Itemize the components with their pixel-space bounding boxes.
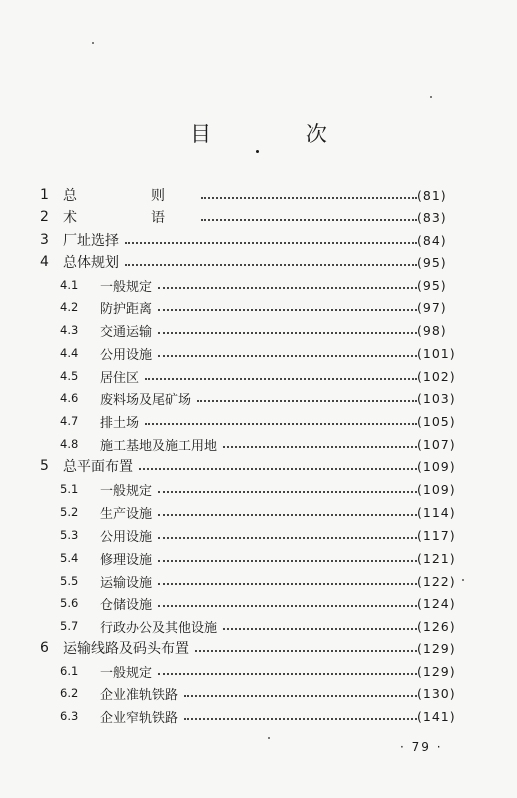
toc-page: (105) xyxy=(417,413,456,429)
toc-page: (102) xyxy=(417,368,456,384)
toc-entry xyxy=(0,682,517,704)
toc-page: (126) xyxy=(417,618,456,634)
toc-leader xyxy=(158,582,417,585)
toc-label: 一般规定 xyxy=(100,276,156,295)
toc-label: 总体规划 xyxy=(63,252,123,272)
toc-leader xyxy=(158,286,417,289)
toc-label: 生产设施 xyxy=(100,503,156,522)
toc-leader xyxy=(158,490,417,493)
toc-number: 4.4 xyxy=(60,346,79,360)
toc-entry xyxy=(0,705,517,727)
toc-entry xyxy=(0,251,517,273)
toc-leader xyxy=(158,354,417,357)
toc-leader xyxy=(201,218,417,221)
toc-page: (129) xyxy=(417,640,456,656)
toc-entry xyxy=(0,455,517,477)
toc-page: (141) xyxy=(417,708,456,724)
toc-page: (101) xyxy=(417,345,456,361)
toc-number: 6.3 xyxy=(60,709,79,723)
toc-entry xyxy=(0,615,517,637)
toc-number: 5.4 xyxy=(60,551,79,565)
toc-page: (81) xyxy=(417,187,447,203)
scan-speck xyxy=(430,96,432,98)
page-title: 目 次 xyxy=(190,122,371,146)
toc-number: 5.2 xyxy=(60,505,79,519)
toc-label: 一般规定 xyxy=(100,662,156,681)
toc-entry xyxy=(0,637,517,659)
toc-number: 5.3 xyxy=(60,528,79,542)
toc-leader xyxy=(223,627,417,630)
toc-entry xyxy=(0,410,517,432)
toc-entry xyxy=(0,365,517,387)
toc-number: 4.1 xyxy=(60,278,79,292)
toc-leader xyxy=(223,445,417,448)
toc-entry xyxy=(0,660,517,682)
scan-speck xyxy=(92,42,94,44)
toc-entry xyxy=(0,342,517,364)
toc-leader xyxy=(125,263,417,266)
toc-label: 施工基地及施工用地 xyxy=(100,435,221,454)
toc-page: (130) xyxy=(417,685,456,701)
toc-leader xyxy=(145,422,417,425)
toc-entry xyxy=(0,433,517,455)
toc-page: (121) xyxy=(417,550,456,566)
toc-label: 厂址选择 xyxy=(63,230,123,250)
toc-leader xyxy=(158,308,417,311)
toc-leader xyxy=(139,467,417,470)
toc-number: 5.5 xyxy=(60,574,79,588)
toc-number: 6.1 xyxy=(60,664,79,678)
toc-number: 5.1 xyxy=(60,482,79,496)
toc-number: 4.8 xyxy=(60,437,79,451)
toc-label: 交通运输 xyxy=(100,321,156,340)
toc-label: 运输设施 xyxy=(100,572,156,591)
toc-page: (95) xyxy=(417,277,447,293)
toc-entry xyxy=(0,501,517,523)
toc-page: (114) xyxy=(417,504,456,520)
toc-label: 排土场 xyxy=(100,412,143,431)
toc-number: 4.3 xyxy=(60,323,79,337)
toc-leader xyxy=(197,399,417,402)
toc-entry xyxy=(0,296,517,318)
toc-page: (109) xyxy=(417,481,456,497)
footer-page-number: · 79 · xyxy=(400,740,443,754)
toc-number: 5.7 xyxy=(60,619,79,633)
toc-number: 4.6 xyxy=(60,391,79,405)
toc-label: 总平面布置 xyxy=(63,456,137,476)
toc-label: 居住区 xyxy=(100,367,143,386)
toc-page: (107) xyxy=(417,436,456,452)
toc-leader xyxy=(158,513,417,516)
scan-speck xyxy=(268,737,270,739)
toc-number: 2 xyxy=(40,209,49,225)
toc-page: (129) xyxy=(417,663,456,679)
toc-label: 公用设施 xyxy=(100,344,156,363)
toc-label: 企业窄轨铁路 xyxy=(100,707,182,726)
toc-label: 运输线路及码头布置 xyxy=(63,638,193,658)
toc-label: 仓储设施 xyxy=(100,594,156,613)
toc-page: (97) xyxy=(417,299,447,315)
toc-leader xyxy=(145,377,417,380)
toc-entry xyxy=(0,592,517,614)
toc-label: 行政办公及其他设施 xyxy=(100,617,221,636)
toc-leader xyxy=(158,604,417,607)
toc-page: (83) xyxy=(417,209,447,225)
toc-entry xyxy=(0,524,517,546)
toc-number: 5 xyxy=(40,458,49,474)
toc-page: (95) xyxy=(417,254,447,270)
toc-label: 术 语 xyxy=(63,207,199,227)
toc-leader xyxy=(158,672,417,675)
toc-number: 3 xyxy=(40,232,49,248)
toc-leader xyxy=(195,649,417,652)
toc-entry xyxy=(0,229,517,251)
toc-entry xyxy=(0,184,517,206)
toc-page: (117) xyxy=(417,527,456,543)
toc-label: 企业准轨铁路 xyxy=(100,684,182,703)
toc-entry xyxy=(0,206,517,228)
toc-label: 防护距离 xyxy=(100,298,156,317)
scan-speck xyxy=(462,579,464,581)
toc-number: 1 xyxy=(40,187,49,203)
toc-page: (98) xyxy=(417,322,447,338)
toc-label: 修理设施 xyxy=(100,549,156,568)
toc-page: (84) xyxy=(417,232,447,248)
toc-number: 4.7 xyxy=(60,414,79,428)
toc-leader xyxy=(125,241,417,244)
toc-page: (109) xyxy=(417,458,456,474)
toc-label: 总 则 xyxy=(63,185,199,205)
toc-entry xyxy=(0,547,517,569)
toc-entry xyxy=(0,387,517,409)
toc-leader xyxy=(158,331,417,334)
toc-page: (124) xyxy=(417,595,456,611)
toc-page: (103) xyxy=(417,390,456,406)
title-dot xyxy=(256,150,259,153)
toc-leader xyxy=(184,717,417,720)
toc-number: 4 xyxy=(40,254,49,270)
toc-number: 6.2 xyxy=(60,686,79,700)
toc-entry xyxy=(0,478,517,500)
toc-leader xyxy=(201,196,417,199)
toc-page: (122) xyxy=(417,573,456,589)
toc-entry xyxy=(0,274,517,296)
toc-leader xyxy=(158,559,417,562)
toc-number: 6 xyxy=(40,640,49,656)
toc-number: 4.2 xyxy=(60,300,79,314)
toc-label: 废料场及尾矿场 xyxy=(100,389,195,408)
toc-leader xyxy=(158,536,417,539)
toc-entry xyxy=(0,570,517,592)
toc-leader xyxy=(184,694,417,697)
toc-number: 4.5 xyxy=(60,369,79,383)
toc-label: 一般规定 xyxy=(100,480,156,499)
toc-label: 公用设施 xyxy=(100,526,156,545)
toc-number: 5.6 xyxy=(60,596,79,610)
toc-entry xyxy=(0,319,517,341)
